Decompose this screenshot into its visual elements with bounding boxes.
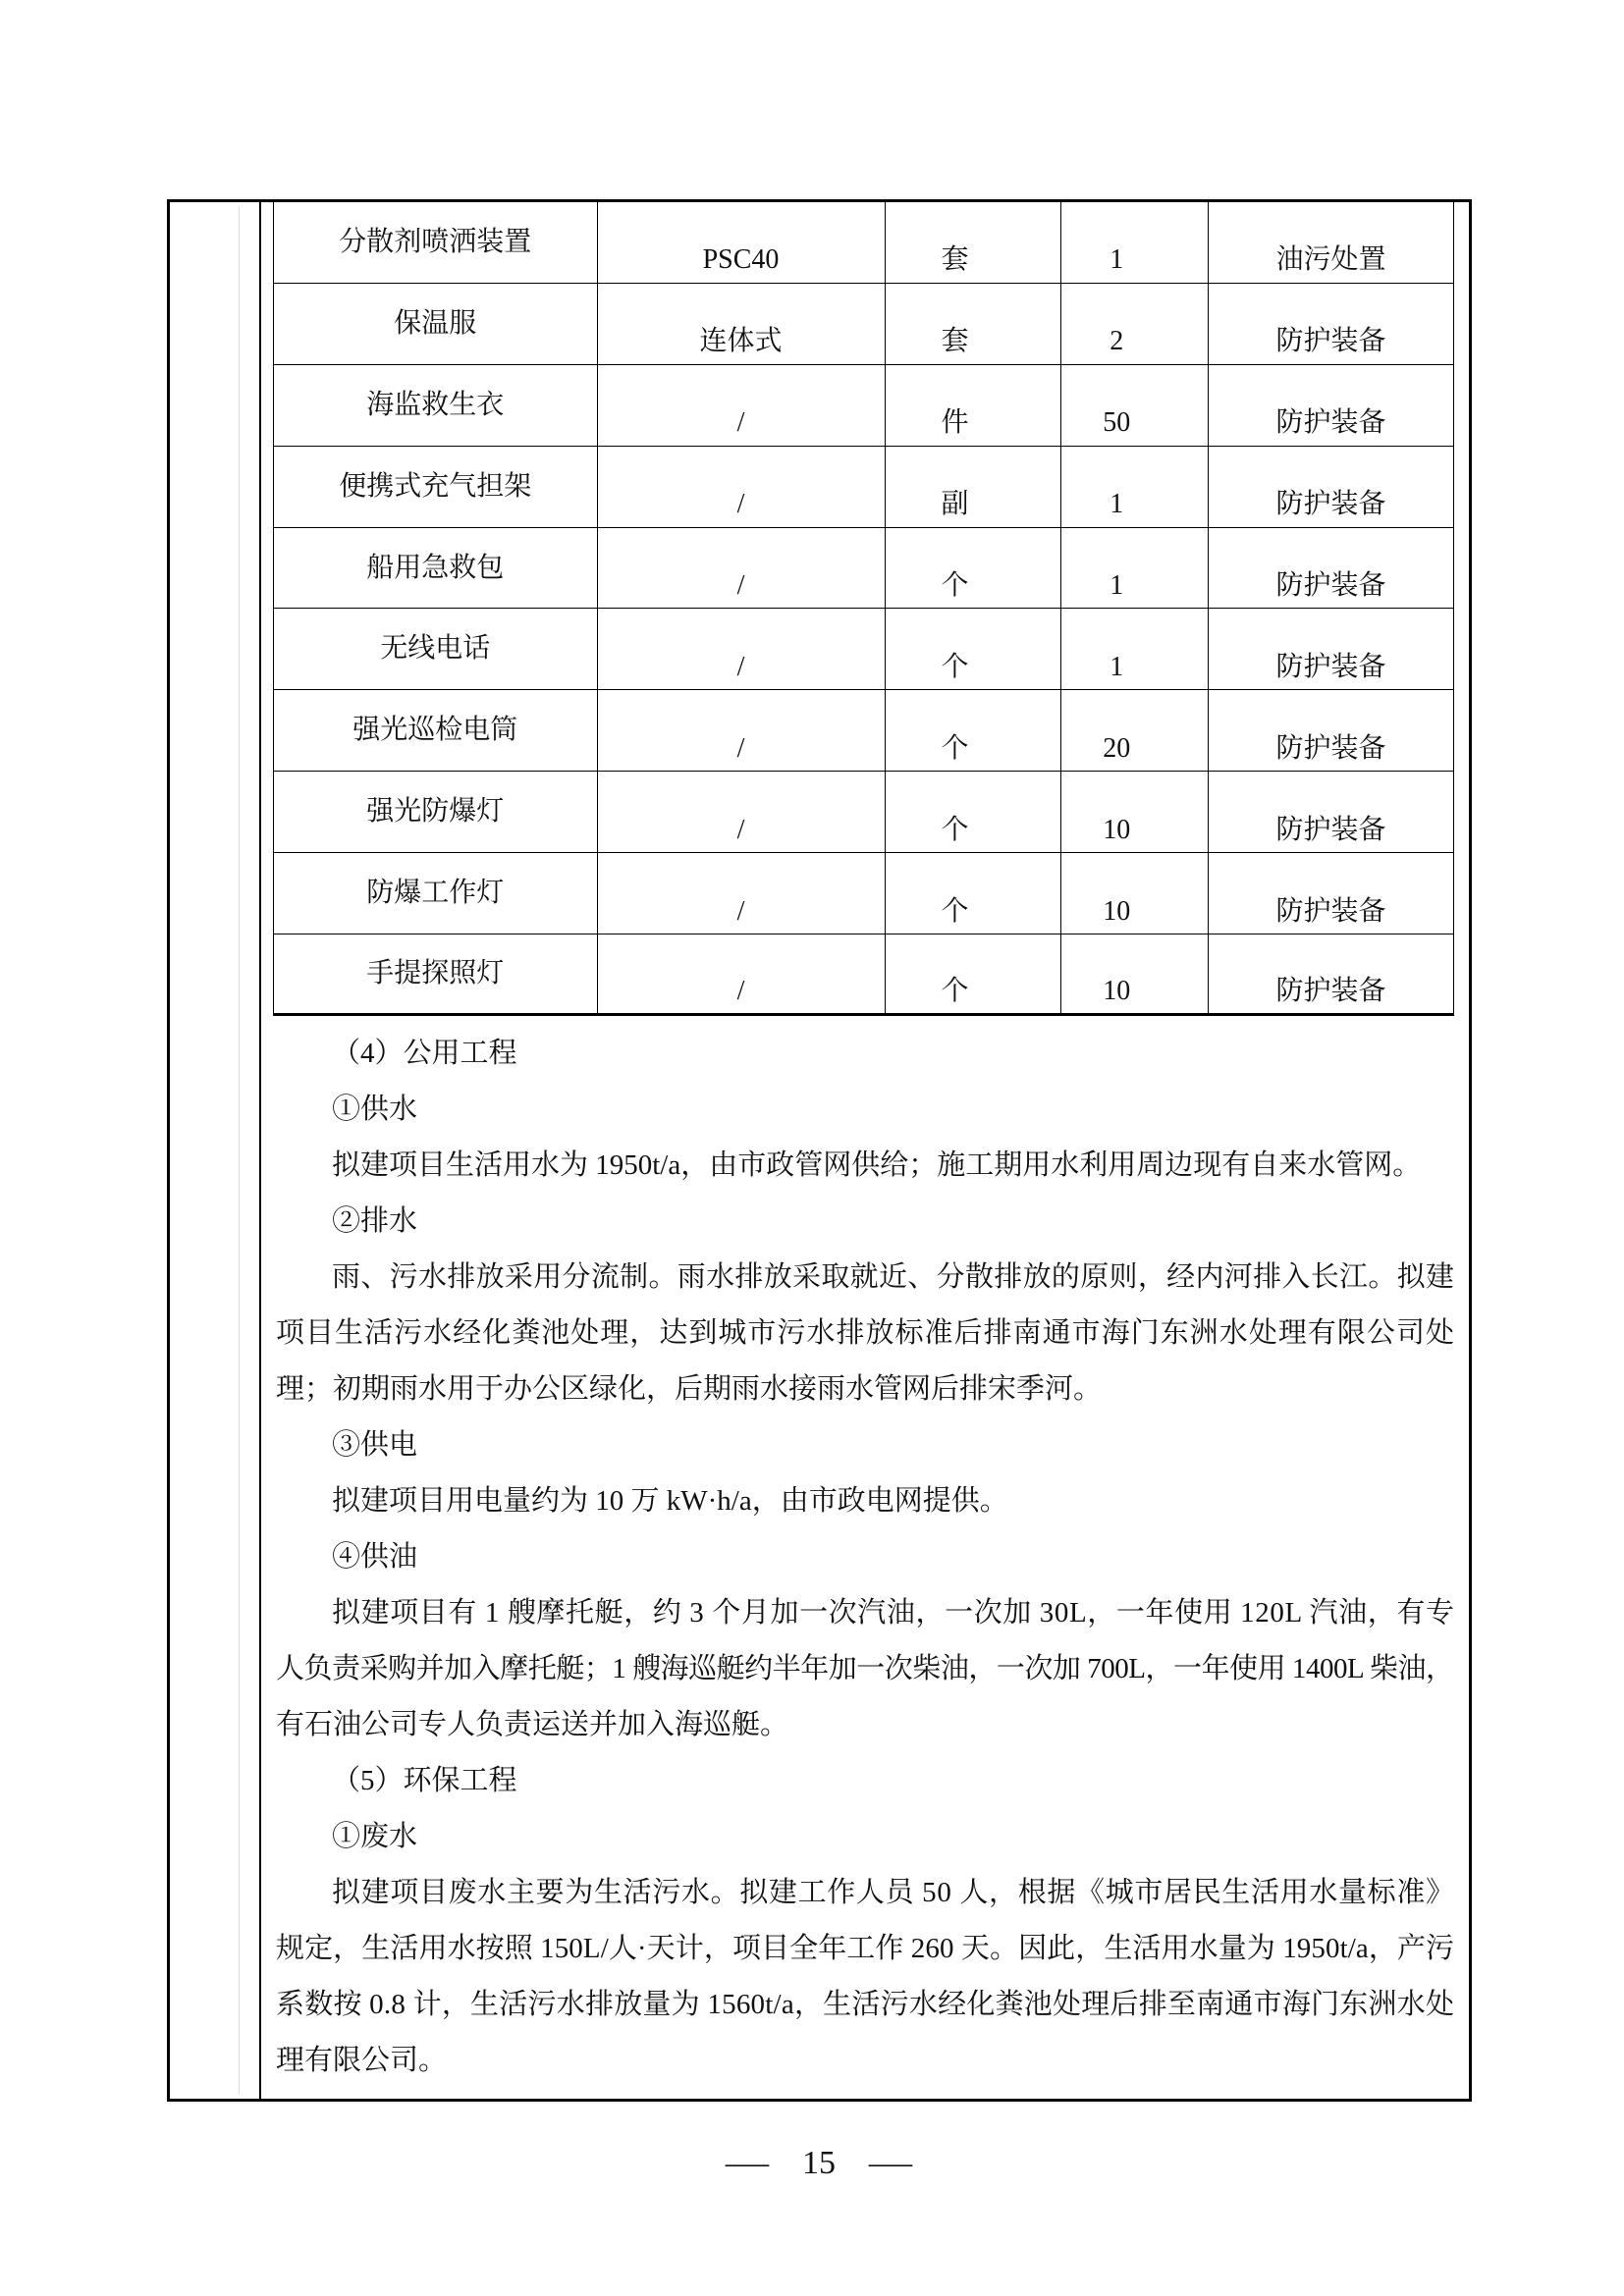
equipment-name-cell: 船用急救包: [274, 528, 598, 609]
paragraph-line: 规定，生活用水按照 150L/人·天计，项目全年工作 260 天。因此，生活用水量为 1950t/a，产污: [276, 1933, 1455, 1964]
equipment-use-cell: 防护装备: [1275, 326, 1386, 357]
equipment-quantity-cell: 20: [1061, 690, 1209, 771]
equipment-name-cell: 强光防爆灯: [274, 772, 598, 852]
frame-divider-line: [259, 199, 261, 2102]
equipment-quantity-cell: 10: [1061, 934, 1209, 1013]
equipment-unit-cell: 个: [886, 853, 1061, 934]
equipment-use-cell: 防护装备: [1275, 407, 1386, 439]
equipment-quantity-cell: 10: [1061, 772, 1209, 852]
equipment-unit-cell: 套: [886, 202, 1061, 283]
equipment-model-cell: /: [598, 609, 886, 689]
table-row: [274, 528, 1453, 610]
frame-faint-line: [239, 206, 240, 2095]
equipment-name-cell: 保温服: [274, 284, 598, 364]
equipment-model-cell: /: [598, 772, 886, 852]
paragraph-line: 拟建项目生活用水为 1950t/a，由市政管网供给；施工期用水利用周边现有自来水管网。: [332, 1149, 1422, 1181]
table-row: [274, 447, 1453, 528]
equipment-unit-cell: 个: [886, 690, 1061, 771]
equipment-model-cell: 连体式: [598, 284, 886, 364]
table-row: [274, 202, 1453, 284]
page-number-dash-right: —: [868, 2145, 913, 2181]
equipment-model-cell: /: [598, 447, 886, 527]
equipment-model-cell: PSC40: [598, 202, 886, 283]
subsection-heading: ①废水: [332, 1821, 418, 1852]
subsection-heading: ①供水: [332, 1094, 418, 1125]
table-row: [274, 690, 1453, 772]
equipment-use-cell: 防护装备: [1275, 489, 1386, 520]
equipment-model-cell: /: [598, 690, 886, 771]
paragraph-line: 理；初期雨水用于办公区绿化，后期雨水接雨水管网后排宋季河。: [276, 1373, 1103, 1405]
section-heading: （4）公用工程: [332, 1038, 517, 1069]
equipment-name-cell: 防爆工作灯: [274, 853, 598, 934]
paragraph-line: 拟建项目用电量约为 10 万 kW·h/a，由市政电网提供。: [332, 1485, 1008, 1517]
equipment-unit-cell: 个: [886, 772, 1061, 852]
equipment-unit-cell: 个: [886, 609, 1061, 689]
equipment-use-cell: 油污处置: [1275, 244, 1386, 276]
paragraph-line: 拟建项目有 1 艘摩托艇，约 3 个月加一次汽油，一次加 30L，一年使用 120L 汽油，有专: [332, 1597, 1455, 1629]
equipment-use-cell: 防护装备: [1275, 651, 1386, 682]
equipment-name-cell: 便携式充气担架: [274, 447, 598, 527]
subsection-heading: ③供电: [332, 1429, 418, 1461]
table-row: [274, 853, 1453, 934]
page-number: 15: [802, 2145, 836, 2181]
equipment-unit-cell: 副: [886, 447, 1061, 527]
paragraph-line: 拟建项目废水主要为生活污水。拟建工作人员 50 人，根据《城市居民生活用水量标准》: [332, 1877, 1455, 1908]
equipment-quantity-cell: 1: [1061, 528, 1209, 609]
section-heading: （5）环保工程: [332, 1765, 517, 1796]
equipment-use-cell: 防护装备: [1275, 814, 1386, 845]
equipment-use-cell: 防护装备: [1275, 895, 1386, 927]
table-row: [274, 934, 1453, 1016]
page-number-dash-left: —: [725, 2145, 770, 2181]
table-row: [274, 772, 1453, 853]
equipment-name-cell: 手提探照灯: [274, 934, 598, 1013]
equipment-model-cell: /: [598, 853, 886, 934]
equipment-model-cell: /: [598, 934, 886, 1013]
equipment-unit-cell: 个: [886, 528, 1061, 609]
equipment-name-cell: 无线电话: [274, 609, 598, 689]
paragraph-line: 项目生活污水经化粪池处理，达到城市污水排放标准后排南通市海门东洲水处理有限公司处: [276, 1317, 1456, 1349]
page-number-footer: [725, 2140, 913, 2187]
equipment-name-cell: 海监救生衣: [274, 365, 598, 446]
body-text: [276, 1026, 1454, 2089]
paragraph-line: 理有限公司。: [276, 2045, 448, 2076]
equipment-name-cell: 分散剂喷洒装置: [274, 202, 598, 283]
equipment-use-cell: 防护装备: [1275, 570, 1386, 601]
paragraph-line: 有石油公司专人负责运送并加入海巡艇。: [276, 1709, 789, 1740]
equipment-quantity-cell: 10: [1061, 853, 1209, 934]
table-row: [274, 609, 1453, 690]
paragraph-line: 人负责采购并加入摩托艇；1 艘海巡艇约半年加一次柴油，一次加 700L，一年使用 1400L 柴油，: [276, 1653, 1454, 1684]
equipment-model-cell: /: [598, 365, 886, 446]
table-row: [274, 365, 1453, 447]
equipment-name-cell: 强光巡检电筒: [274, 690, 598, 771]
table-row: [274, 284, 1453, 365]
equipment-unit-cell: 件: [886, 365, 1061, 446]
paragraph-line: 系数按 0.8 计，生活污水排放量为 1560t/a，生活污水经化粪池处理后排至南通市海门东洲水处: [276, 1989, 1455, 2020]
equipment-use-cell: 防护装备: [1275, 732, 1386, 764]
equipment-use-cell: 防护装备: [1275, 976, 1386, 1007]
equipment-model-cell: /: [598, 528, 886, 609]
equipment-unit-cell: 套: [886, 284, 1061, 364]
equipment-quantity-cell: 1: [1061, 202, 1209, 283]
subsection-heading: ②排水: [332, 1205, 418, 1237]
paragraph-line: 雨、污水排放采用分流制。雨水排放采取就近、分散排放的原则，经内河排入长江。拟建: [332, 1261, 1455, 1293]
equipment-quantity-cell: 1: [1061, 447, 1209, 527]
equipment-quantity-cell: 2: [1061, 284, 1209, 364]
subsection-heading: ④供油: [332, 1541, 418, 1573]
equipment-quantity-cell: 50: [1061, 365, 1209, 446]
equipment-table: [273, 201, 1454, 1016]
equipment-quantity-cell: 1: [1061, 609, 1209, 689]
equipment-unit-cell: 个: [886, 934, 1061, 1013]
